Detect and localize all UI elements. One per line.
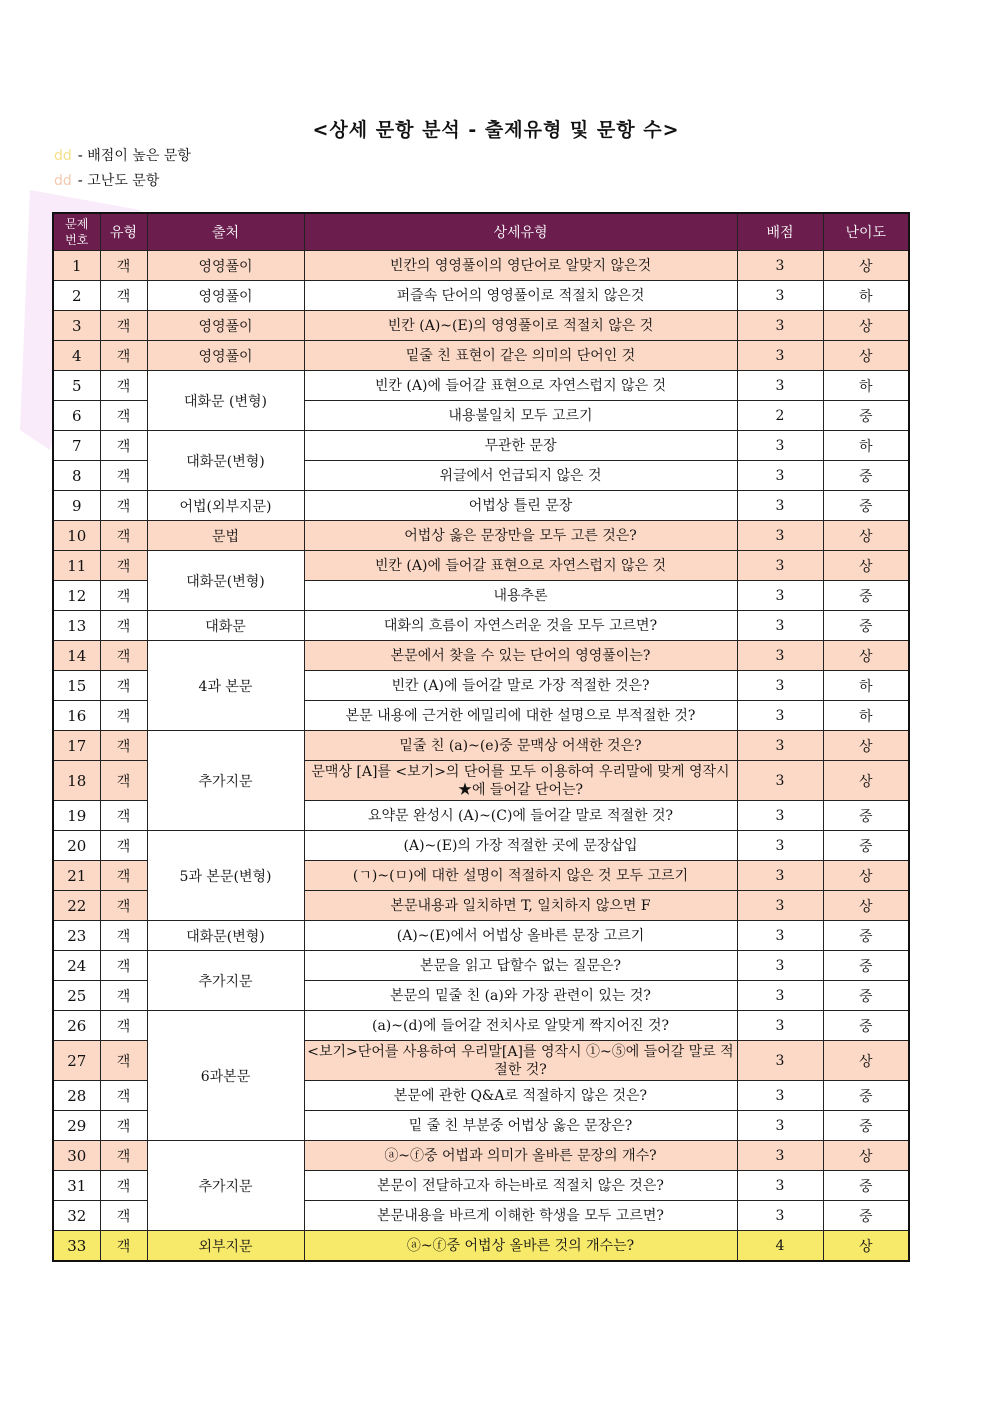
cell-type: 객 xyxy=(100,861,147,891)
cell-no: 2 xyxy=(53,281,100,311)
cell-type: 객 xyxy=(100,1081,147,1111)
cell-detail: 본문내용을 바르게 이해한 학생을 모두 고르면? xyxy=(304,1201,737,1231)
cell-detail: 본문 내용에 근거한 에밀리에 대한 설명으로 부적절한 것? xyxy=(304,701,737,731)
cell-difficulty: 상 xyxy=(823,731,909,761)
cell-no: 9 xyxy=(53,491,100,521)
cell-detail: 본문을 읽고 답할수 없는 질문은? xyxy=(304,951,737,981)
cell-score: 3 xyxy=(737,831,823,861)
cell-source: 대화문 (변형) xyxy=(147,371,304,431)
cell-score: 3 xyxy=(737,1141,823,1171)
cell-detail: 밑줄 친 (a)~(e)중 문맥상 어색한 것은? xyxy=(304,731,737,761)
cell-difficulty: 상 xyxy=(823,1231,909,1262)
cell-no: 30 xyxy=(53,1141,100,1171)
cell-type: 객 xyxy=(100,761,147,801)
cell-score: 3 xyxy=(737,1041,823,1081)
cell-source: 영영풀이 xyxy=(147,251,304,281)
cell-score: 3 xyxy=(737,311,823,341)
cell-detail: 본문에서 찾을 수 있는 단어의 영영풀이는? xyxy=(304,641,737,671)
cell-type: 객 xyxy=(100,921,147,951)
cell-difficulty: 상 xyxy=(823,1141,909,1171)
cell-source: 대화문 xyxy=(147,611,304,641)
cell-score: 3 xyxy=(737,521,823,551)
table-row xyxy=(53,491,909,521)
cell-detail: 본문에 관한 Q&A로 적절하지 않은 것은? xyxy=(304,1081,737,1111)
table-row xyxy=(53,281,909,311)
cell-no: 33 xyxy=(53,1231,100,1262)
cell-detail: 위글에서 언급되지 않은 것 xyxy=(304,461,737,491)
table-row xyxy=(53,1231,909,1262)
cell-source: 6과본문 xyxy=(147,1011,304,1141)
cell-score: 3 xyxy=(737,981,823,1011)
table-row xyxy=(53,341,909,371)
cell-type: 객 xyxy=(100,491,147,521)
cell-type: 객 xyxy=(100,1111,147,1141)
cell-score: 3 xyxy=(737,251,823,281)
cell-score: 3 xyxy=(737,371,823,401)
cell-detail: (A)~(E)에서 어법상 올바른 문장 고르기 xyxy=(304,921,737,951)
cell-no: 25 xyxy=(53,981,100,1011)
cell-detail: (ㄱ)~(ㅁ)에 대한 설명이 적절하지 않은 것 모두 고르기 xyxy=(304,861,737,891)
cell-detail: 퍼즐속 단어의 영영풀이로 적절치 않은것 xyxy=(304,281,737,311)
cell-source: 대화문(변형) xyxy=(147,431,304,491)
cell-score: 3 xyxy=(737,801,823,831)
cell-no: 11 xyxy=(53,551,100,581)
cell-difficulty: 하 xyxy=(823,671,909,701)
cell-difficulty: 중 xyxy=(823,951,909,981)
cell-score: 3 xyxy=(737,701,823,731)
cell-source: 추가지문 xyxy=(147,951,304,1011)
cell-score: 2 xyxy=(737,401,823,431)
cell-detail: 내용추론 xyxy=(304,581,737,611)
cell-score: 3 xyxy=(737,1011,823,1041)
cell-difficulty: 하 xyxy=(823,431,909,461)
cell-no: 4 xyxy=(53,341,100,371)
cell-source: 외부지문 xyxy=(147,1231,304,1262)
cell-type: 객 xyxy=(100,401,147,431)
cell-type: 객 xyxy=(100,431,147,461)
cell-source: 영영풀이 xyxy=(147,281,304,311)
cell-score: 3 xyxy=(737,641,823,671)
cell-type: 객 xyxy=(100,581,147,611)
cell-type: 객 xyxy=(100,671,147,701)
cell-source: 4과 본문 xyxy=(147,641,304,731)
header-detail: 상세유형 xyxy=(304,213,737,251)
cell-type: 객 xyxy=(100,701,147,731)
cell-type: 객 xyxy=(100,371,147,401)
cell-type: 객 xyxy=(100,1011,147,1041)
cell-difficulty: 중 xyxy=(823,981,909,1011)
cell-score: 3 xyxy=(737,611,823,641)
cell-no: 18 xyxy=(53,761,100,801)
cell-source: 문법 xyxy=(147,521,304,551)
cell-no: 1 xyxy=(53,251,100,281)
cell-no: 22 xyxy=(53,891,100,921)
cell-source: 어법(외부지문) xyxy=(147,491,304,521)
cell-score: 3 xyxy=(737,921,823,951)
cell-score: 3 xyxy=(737,761,823,801)
cell-no: 15 xyxy=(53,671,100,701)
cell-source: 대화문(변형) xyxy=(147,921,304,951)
table-row xyxy=(53,641,909,671)
cell-score: 3 xyxy=(737,491,823,521)
cell-no: 13 xyxy=(53,611,100,641)
cell-difficulty: 중 xyxy=(823,461,909,491)
cell-no: 20 xyxy=(53,831,100,861)
cell-detail: 문맥상 [A]를 <보기>의 단어를 모두 이용하여 우리말에 맞게 영작시 ★에 들어갈 단어는? xyxy=(304,761,737,801)
cell-difficulty: 중 xyxy=(823,1171,909,1201)
cell-type: 객 xyxy=(100,891,147,921)
cell-difficulty: 중 xyxy=(823,831,909,861)
cell-no: 29 xyxy=(53,1111,100,1141)
cell-score: 3 xyxy=(737,731,823,761)
legend-swatch-yellow: dd xyxy=(54,148,72,164)
cell-score: 3 xyxy=(737,1081,823,1111)
cell-detail: 내용불일치 모두 고르기 xyxy=(304,401,737,431)
cell-type: 객 xyxy=(100,951,147,981)
table-row xyxy=(53,731,909,761)
cell-type: 객 xyxy=(100,1141,147,1171)
cell-detail: 밑 줄 친 부분중 어법상 옳은 문장은? xyxy=(304,1111,737,1141)
cell-difficulty: 하 xyxy=(823,701,909,731)
header-source: 출처 xyxy=(147,213,304,251)
cell-no: 19 xyxy=(53,801,100,831)
header-score: 배점 xyxy=(737,213,823,251)
cell-no: 12 xyxy=(53,581,100,611)
cell-detail: 본문이 전달하고자 하는바로 적절치 않은 것은? xyxy=(304,1171,737,1201)
cell-no: 6 xyxy=(53,401,100,431)
cell-type: 객 xyxy=(100,1201,147,1231)
cell-difficulty: 중 xyxy=(823,1111,909,1141)
table-row xyxy=(53,311,909,341)
cell-type: 객 xyxy=(100,641,147,671)
cell-type: 객 xyxy=(100,731,147,761)
cell-no: 8 xyxy=(53,461,100,491)
cell-difficulty: 중 xyxy=(823,921,909,951)
table-header-row xyxy=(53,213,909,251)
cell-difficulty: 중 xyxy=(823,401,909,431)
table-row xyxy=(53,611,909,641)
cell-score: 3 xyxy=(737,671,823,701)
header-difficulty: 난이도 xyxy=(823,213,909,251)
header-no: 문제 번호 xyxy=(53,213,100,251)
legend-high-difficulty xyxy=(54,170,159,190)
cell-no: 17 xyxy=(53,731,100,761)
cell-no: 32 xyxy=(53,1201,100,1231)
cell-detail: 빈칸 (A)에 들어갈 말로 가장 적절한 것은? xyxy=(304,671,737,701)
table-row xyxy=(53,1141,909,1171)
cell-no: 7 xyxy=(53,431,100,461)
cell-detail: ⓐ~ⓕ중 어법과 의미가 올바른 문장의 개수? xyxy=(304,1141,737,1171)
cell-type: 객 xyxy=(100,611,147,641)
cell-detail: 밑줄 친 표현이 같은 의미의 단어인 것 xyxy=(304,341,737,371)
cell-score: 3 xyxy=(737,431,823,461)
cell-detail: 어법상 옳은 문장만을 모두 고른 것은? xyxy=(304,521,737,551)
cell-score: 3 xyxy=(737,891,823,921)
cell-detail: 어법상 틀린 문장 xyxy=(304,491,737,521)
cell-detail: 본문내용과 일치하면 T, 일치하지 않으면 F xyxy=(304,891,737,921)
cell-source: 대화문(변형) xyxy=(147,551,304,611)
legend-high-score xyxy=(54,145,191,165)
cell-detail: 빈칸의 영영풀이의 영단어로 알맞지 않은것 xyxy=(304,251,737,281)
cell-detail: 요약문 완성시 (A)~(C)에 들어갈 말로 적절한 것? xyxy=(304,801,737,831)
table-row xyxy=(53,921,909,951)
cell-score: 3 xyxy=(737,951,823,981)
cell-type: 객 xyxy=(100,251,147,281)
cell-score: 3 xyxy=(737,341,823,371)
cell-difficulty: 중 xyxy=(823,611,909,641)
cell-no: 5 xyxy=(53,371,100,401)
table-row xyxy=(53,251,909,281)
cell-type: 객 xyxy=(100,341,147,371)
cell-no: 24 xyxy=(53,951,100,981)
analysis-table xyxy=(52,212,910,1262)
cell-score: 3 xyxy=(737,1111,823,1141)
cell-score: 3 xyxy=(737,1171,823,1201)
cell-no: 3 xyxy=(53,311,100,341)
cell-difficulty: 상 xyxy=(823,341,909,371)
cell-detail: <보기>단어를 사용하여 우리말[A]를 영작시 ①~⑤에 들어갈 말로 적절한 것? xyxy=(304,1041,737,1081)
cell-type: 객 xyxy=(100,1041,147,1081)
cell-detail: (A)~(E)의 가장 적절한 곳에 문장삽입 xyxy=(304,831,737,861)
cell-difficulty: 상 xyxy=(823,641,909,671)
cell-detail: 본문의 밑줄 친 (a)와 가장 관련이 있는 것? xyxy=(304,981,737,1011)
cell-type: 객 xyxy=(100,831,147,861)
cell-detail: (a)~(d)에 들어갈 전치사로 알맞게 짝지어진 것? xyxy=(304,1011,737,1041)
cell-no: 21 xyxy=(53,861,100,891)
table-row xyxy=(53,1011,909,1041)
cell-difficulty: 중 xyxy=(823,1201,909,1231)
cell-no: 31 xyxy=(53,1171,100,1201)
cell-score: 3 xyxy=(737,551,823,581)
cell-score: 3 xyxy=(737,1201,823,1231)
cell-type: 객 xyxy=(100,1171,147,1201)
cell-source: 추가지문 xyxy=(147,1141,304,1231)
cell-source: 영영풀이 xyxy=(147,341,304,371)
cell-type: 객 xyxy=(100,281,147,311)
cell-difficulty: 중 xyxy=(823,801,909,831)
cell-detail: 대화의 흐름이 자연스러운 것을 모두 고르면? xyxy=(304,611,737,641)
cell-detail: 무관한 문장 xyxy=(304,431,737,461)
table-row xyxy=(53,951,909,981)
cell-difficulty: 중 xyxy=(823,1081,909,1111)
table-row xyxy=(53,551,909,581)
cell-no: 26 xyxy=(53,1011,100,1041)
cell-difficulty: 중 xyxy=(823,581,909,611)
cell-difficulty: 상 xyxy=(823,311,909,341)
cell-difficulty: 중 xyxy=(823,1011,909,1041)
cell-type: 객 xyxy=(100,801,147,831)
cell-score: 3 xyxy=(737,861,823,891)
cell-no: 23 xyxy=(53,921,100,951)
cell-difficulty: 상 xyxy=(823,551,909,581)
cell-difficulty: 상 xyxy=(823,251,909,281)
legend-text: - 고난도 문항 xyxy=(77,173,160,189)
cell-detail: ⓐ~ⓕ중 어법상 올바른 것의 개수는? xyxy=(304,1231,737,1262)
page-title: <상세 문항 분석 - 출제유형 및 문항 수> xyxy=(312,119,680,141)
cell-no: 10 xyxy=(53,521,100,551)
legend-swatch-pink: dd xyxy=(54,173,72,189)
cell-difficulty: 중 xyxy=(823,491,909,521)
cell-source: 5과 본문(변형) xyxy=(147,831,304,921)
cell-difficulty: 상 xyxy=(823,891,909,921)
cell-score: 3 xyxy=(737,581,823,611)
cell-no: 14 xyxy=(53,641,100,671)
cell-difficulty: 하 xyxy=(823,281,909,311)
table-row xyxy=(53,431,909,461)
cell-type: 객 xyxy=(100,311,147,341)
cell-no: 27 xyxy=(53,1041,100,1081)
cell-difficulty: 상 xyxy=(823,861,909,891)
table-row xyxy=(53,831,909,861)
cell-difficulty: 상 xyxy=(823,1041,909,1081)
cell-type: 객 xyxy=(100,981,147,1011)
cell-detail: 빈칸 (A)에 들어갈 표현으로 자연스럽지 않은 것 xyxy=(304,551,737,581)
legend-text: - 배점이 높은 문항 xyxy=(77,148,191,164)
cell-score: 3 xyxy=(737,461,823,491)
cell-no: 28 xyxy=(53,1081,100,1111)
cell-difficulty: 상 xyxy=(823,761,909,801)
cell-type: 객 xyxy=(100,551,147,581)
table-row xyxy=(53,521,909,551)
cell-score: 3 xyxy=(737,281,823,311)
header-type: 유형 xyxy=(100,213,147,251)
cell-difficulty: 하 xyxy=(823,371,909,401)
cell-difficulty: 상 xyxy=(823,521,909,551)
cell-type: 객 xyxy=(100,1231,147,1262)
cell-detail: 빈칸 (A)에 들어갈 표현으로 자연스럽지 않은 것 xyxy=(304,371,737,401)
cell-score: 4 xyxy=(737,1231,823,1262)
table-row xyxy=(53,371,909,401)
cell-type: 객 xyxy=(100,461,147,491)
cell-detail: 빈칸 (A)~(E)의 영영풀이로 적절치 않은 것 xyxy=(304,311,737,341)
cell-source: 영영풀이 xyxy=(147,311,304,341)
cell-no: 16 xyxy=(53,701,100,731)
cell-type: 객 xyxy=(100,521,147,551)
cell-source: 추가지문 xyxy=(147,731,304,831)
